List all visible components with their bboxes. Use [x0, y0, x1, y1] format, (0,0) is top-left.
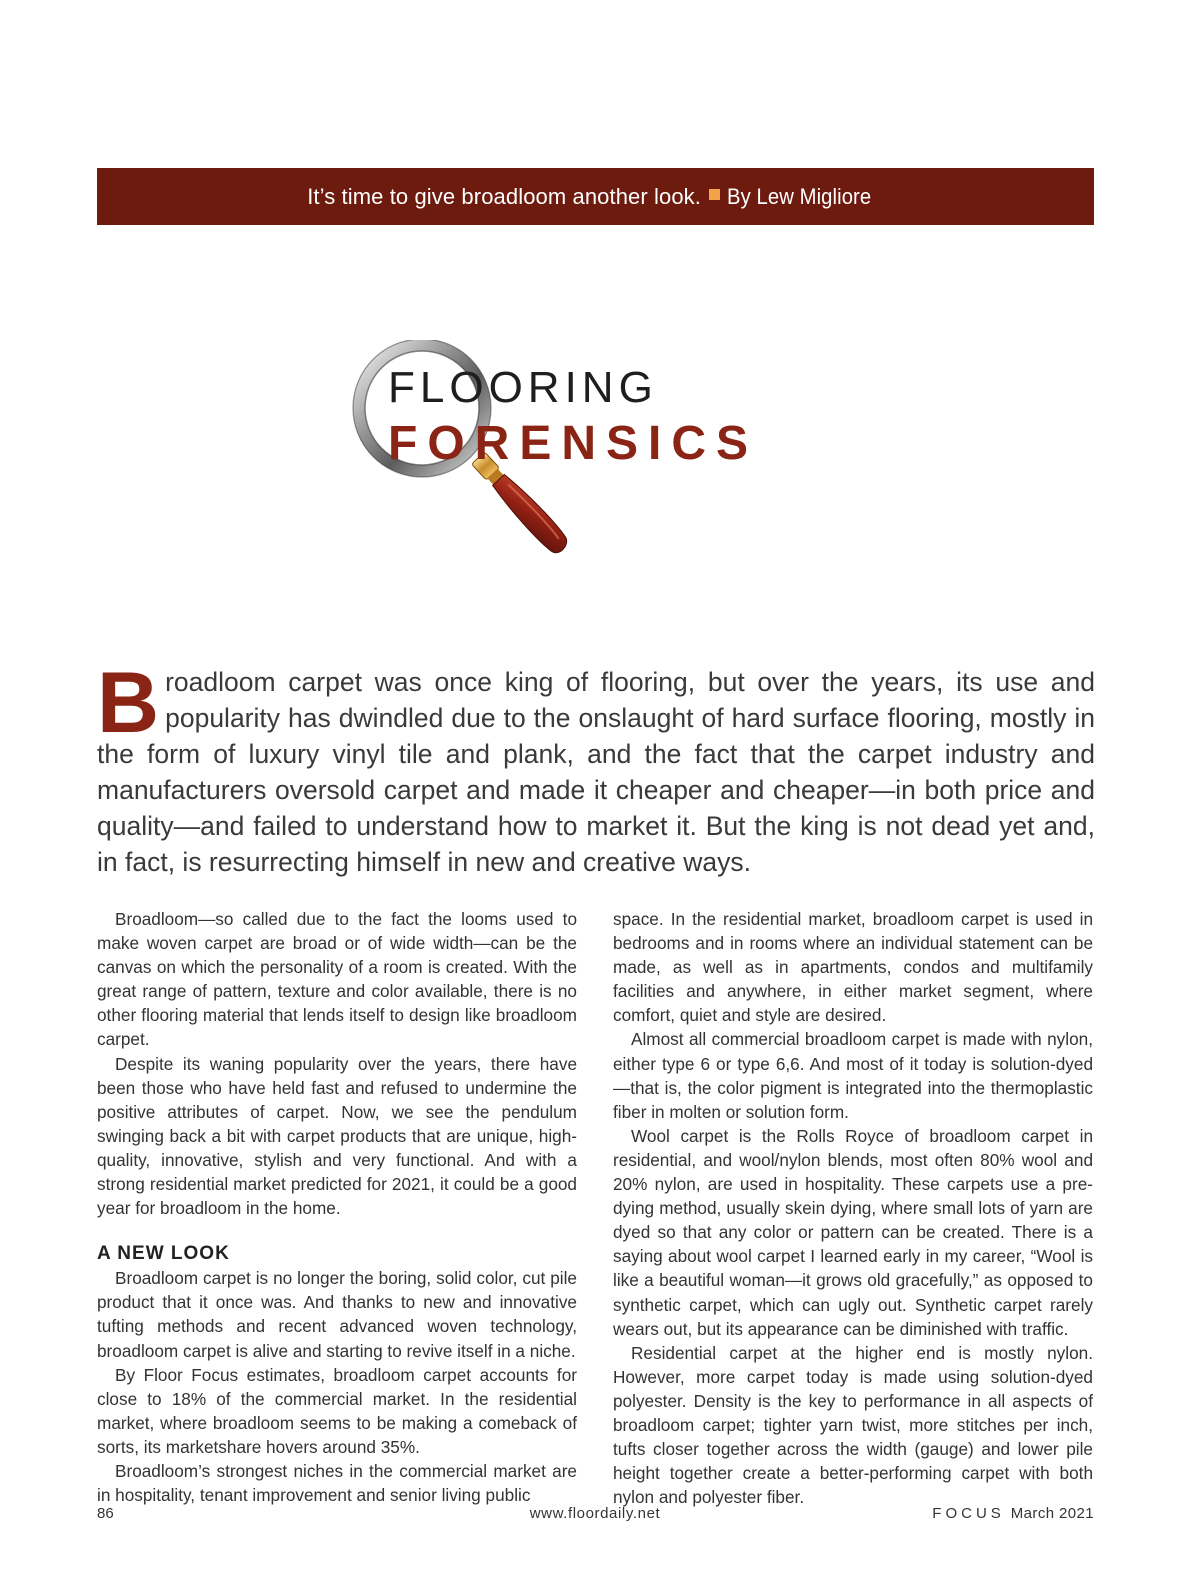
banner-tagline: It’s time to give broadloom another look. [307, 183, 701, 209]
body-paragraph: Wool carpet is the Rolls Royce of broadloom carpet in residential, and wool/nylon blends, most often 80% wool and 20% nylon, are used in hospitality. These carpets use a pre-dying method, usually skein dying, where small lots of yarn are dyed so that any color or pattern can be created. There is a saying about wool carpet I learned early in my career, “Wool is like a beautiful woman—it grows old gracefully,” as opposed to synthetic carpet, which can ugly out. Synthetic carpet rarely wears out, but its appearance can be diminished with traffic. [613, 1125, 1093, 1339]
body-paragraph: Residential carpet at the higher end is mostly nylon. However, more carpet today is made using solution-dyed polyester. Density is the key to performance in all aspects of broadloom carpet; tighter yarn twist, more stitches per inch, tufts closer together across the width (gauge) and lower pile height together create a better-performing carpet with both nylon and polyester fiber. [613, 1342, 1093, 1508]
body-paragraph: Broadloom carpet is no longer the boring, solid color, cut pile product that it once was. And thanks to new and innovative tufting methods and recent advanced woven technology, broadloom carpet is alive and starting to revive itself in a niche. [97, 1268, 577, 1361]
footer-url: www.floordaily.net [529, 1505, 661, 1522]
bullet-square-icon [709, 189, 720, 200]
banner-byline: By Lew Migliore [727, 183, 872, 209]
body-column-right [613, 907, 1093, 1509]
body-paragraph: Despite its waning popularity over the years, there have been those who have held fast and refused to undermine the positive attributes of carpet. Now, we see the pendulum swinging back a bit with carpet products that are unique, high-quality, innovative, stylish and very functional. And with a strong residential market predicted for 2021, it could be a good year for broadloom in the home. [97, 1053, 577, 1219]
article-banner [97, 168, 1094, 225]
logo-line1: FLOORING [388, 363, 658, 412]
body-column-left [97, 907, 577, 1507]
page-number: 86 [97, 1505, 114, 1522]
body-paragraph: Broadloom—so called due to the fact the looms used to make woven carpet are broad or of wide width—can be the canvas on which the personality of a room is created. With the great range of pattern, texture and color available, there is no other flooring material that lends itself to design like broadloom carpet. [97, 909, 577, 1050]
section-heading: A NEW LOOK [97, 1243, 230, 1265]
issue-date: March 2021 [1010, 1505, 1094, 1522]
logo-line2: FORENSICS [388, 417, 759, 470]
magazine-name: FOCUS [932, 1505, 1005, 1522]
lead-paragraph [97, 655, 1095, 880]
body-paragraph: By Floor Focus estimates, broadloom carpet accounts for close to 18% of the commercial market. In the residential market, where broadloom seems to be making a comeback of sorts, its marketshare hovers around 35%. [97, 1364, 577, 1457]
lead-text: roadloom carpet was once king of flooring, but over the years, its use and popularity has dwindled due to the onslaught of hard surface flooring, mostly in the form of luxury vinyl tile and plank, and the fact that the carpet industry and manufacturers oversold carpet and made it cheaper and cheaper—in both price and quality—and failed to understand how to market it. But the king is not dead yet and, in fact, is resurrecting himself in new and creative ways. [97, 667, 1095, 877]
drop-cap: B [97, 655, 160, 751]
body-paragraph: space. In the residential market, broadloom carpet is used in bedrooms and in rooms where an individual statement can be made, as well as in apartments, condos and multifamily facilities and anywhere, in either market segment, where comfort, quiet and style are desired. [613, 909, 1093, 1026]
body-paragraph: Broadloom’s strongest niches in the commercial market are in hospitality, tenant improvement and senior living public [97, 1460, 577, 1506]
footer-issue [932, 1505, 1094, 1522]
flooring-forensics-logo [350, 340, 810, 570]
magnifying-glass-icon [350, 340, 810, 570]
body-paragraph: Almost all commercial broadloom carpet is made with nylon, either type 6 or type 6,6. And most of it today is solution-dyed—that is, the color pigment is integrated into the thermoplastic fiber in molten or solution form. [613, 1029, 1093, 1122]
